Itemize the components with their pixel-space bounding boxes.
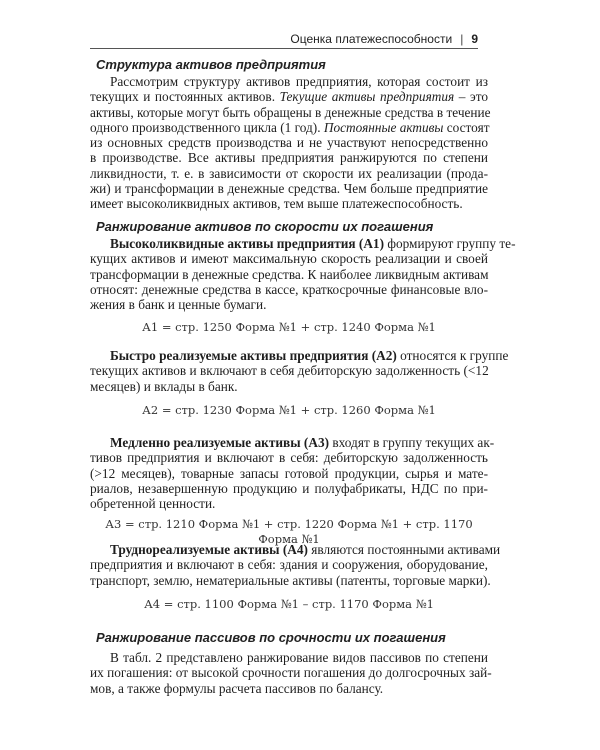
text-run: риалов, незавершенную продукцию и полуфабрикаты, НДС по при- bbox=[90, 480, 488, 496]
text-line bbox=[90, 348, 509, 363]
text-line bbox=[90, 236, 516, 251]
text-line bbox=[90, 466, 488, 481]
text-run: жи) и трансформации в денежные средства. Чем больше предприятие bbox=[90, 181, 488, 197]
text-run: относят: денежные средства в кассе, краткосрочные финансовые вло- bbox=[90, 281, 488, 297]
text-run: имеет высоколиквидных активов, тем выше платежеспособность. bbox=[90, 196, 463, 212]
text-line bbox=[90, 297, 488, 312]
paragraph bbox=[90, 435, 495, 512]
text-line bbox=[90, 650, 488, 665]
text-line bbox=[90, 481, 488, 496]
text-run: Рассмотрим структуру активов предприятия, которая состоит из bbox=[110, 74, 488, 89]
text-line bbox=[90, 135, 488, 150]
page-number: 9 bbox=[471, 32, 478, 46]
text-line bbox=[90, 681, 488, 696]
text-run: месяцев) и вклады в банк. bbox=[90, 378, 238, 394]
paragraph bbox=[90, 74, 491, 212]
text-run: ликвидности, т. е. в зависимости от скорости их реализации (прода- bbox=[90, 165, 488, 181]
text-line bbox=[90, 496, 488, 511]
formula: А2 = стр. 1230 Форма №1 + стр. 1260 Форма №1 bbox=[142, 403, 436, 417]
text-run: мов, а также формулы расчета пассивов по балансу. bbox=[90, 680, 384, 696]
header-separator: | bbox=[460, 32, 464, 46]
text-run: одного производственного цикла (1 год). bbox=[90, 119, 324, 135]
text-run: В табл. 2 представлено ранжирование видов пассивов по степени bbox=[110, 650, 488, 665]
text-line bbox=[90, 282, 488, 297]
section-heading: Ранжирование активов по скорости их погашения bbox=[96, 219, 434, 234]
text-run: состоят bbox=[443, 119, 490, 135]
text-run: транспорт, землю, нематериальные активы (патенты, торговые марки). bbox=[90, 572, 491, 588]
text-run: (>12 месяцев), товарные запасы готовой продукции, сырья и мате- bbox=[90, 465, 488, 481]
text-run: в производстве. Все активы предприятия ранжируются по степени bbox=[90, 150, 488, 166]
paragraph bbox=[90, 348, 509, 394]
text-line bbox=[90, 542, 501, 557]
text-run: относятся к группе bbox=[396, 348, 509, 363]
text-run: обретенной ценности. bbox=[90, 496, 216, 512]
text-line bbox=[90, 150, 488, 165]
text-line bbox=[90, 104, 491, 120]
text-line bbox=[90, 572, 491, 588]
text-line bbox=[90, 89, 488, 104]
text-line bbox=[90, 435, 495, 450]
text-line bbox=[90, 166, 488, 181]
text-line bbox=[90, 450, 488, 465]
text-run: кущих активов и имеют максимальную скорость реализации и своей bbox=[90, 251, 488, 267]
bold-term: Быстро реализуемые активы предприятия (А2) bbox=[110, 348, 397, 363]
running-header bbox=[90, 32, 478, 49]
section-heading: Ранжирование пассивов по срочности их погашения bbox=[96, 630, 446, 645]
formula: А3 = стр. 1210 Форма №1 + стр. 1220 Форма №1 + стр. 1170 Форма №1 bbox=[105, 517, 473, 546]
bold-term: Труднореализуемые активы (А4) bbox=[110, 542, 308, 557]
italic-term: Текущие активы предприятия bbox=[279, 89, 455, 105]
paragraph bbox=[90, 236, 516, 313]
text-run: из основных средств производства и не участвуют непосредственно bbox=[90, 135, 488, 151]
text-run: текущих активов и включают в себя дебиторскую задолженность (<12 bbox=[90, 363, 489, 379]
text-line bbox=[90, 74, 488, 89]
text-line bbox=[90, 363, 488, 378]
formula: А1 = стр. 1250 Форма №1 + стр. 1240 Форма №1 bbox=[142, 320, 436, 334]
text-run: их погашения: от высокой срочности погашения до долгосрочных зай- bbox=[90, 665, 492, 681]
text-line bbox=[90, 267, 488, 282]
text-line bbox=[90, 181, 488, 196]
text-run: являются постоянными активами bbox=[307, 542, 501, 557]
text-run: предприятия и включают в себя: здания и сооружения, оборудование, bbox=[90, 557, 488, 573]
text-run: активы, которые могут быть обращены в денежные средства в течение bbox=[90, 104, 491, 120]
bold-term: Высоколиквидные активы предприятия (А1) bbox=[110, 236, 385, 251]
text-line bbox=[90, 665, 492, 681]
section-title: Оценка платежеспособности bbox=[290, 32, 453, 46]
text-line bbox=[90, 196, 488, 211]
paragraph bbox=[90, 650, 492, 696]
text-run: тивов предприятия и включают в себя: дебиторскую задолженность bbox=[90, 450, 488, 466]
italic-term: Постоянные активы bbox=[323, 119, 444, 135]
text-line bbox=[90, 251, 488, 266]
text-line bbox=[90, 120, 488, 135]
text-line bbox=[90, 557, 488, 572]
text-run: входят в группу текущих ак- bbox=[329, 435, 495, 450]
text-line bbox=[90, 379, 488, 394]
paragraph bbox=[90, 542, 501, 588]
bold-term: Медленно реализуемые активы (А3) bbox=[110, 435, 330, 450]
text-run: формируют группу те- bbox=[384, 236, 516, 251]
text-run: текущих и постоянных активов. bbox=[90, 89, 280, 105]
text-run: – это bbox=[454, 89, 488, 105]
section-heading: Структура активов предприятия bbox=[96, 57, 326, 72]
text-run: трансформации в денежные средства. К наиболее ликвидным активам bbox=[90, 266, 489, 282]
formula: А4 = стр. 1100 Форма №1 – стр. 1170 Форма №1 bbox=[144, 597, 434, 611]
text-run: жения в банк и ценные бумаги. bbox=[90, 297, 267, 313]
